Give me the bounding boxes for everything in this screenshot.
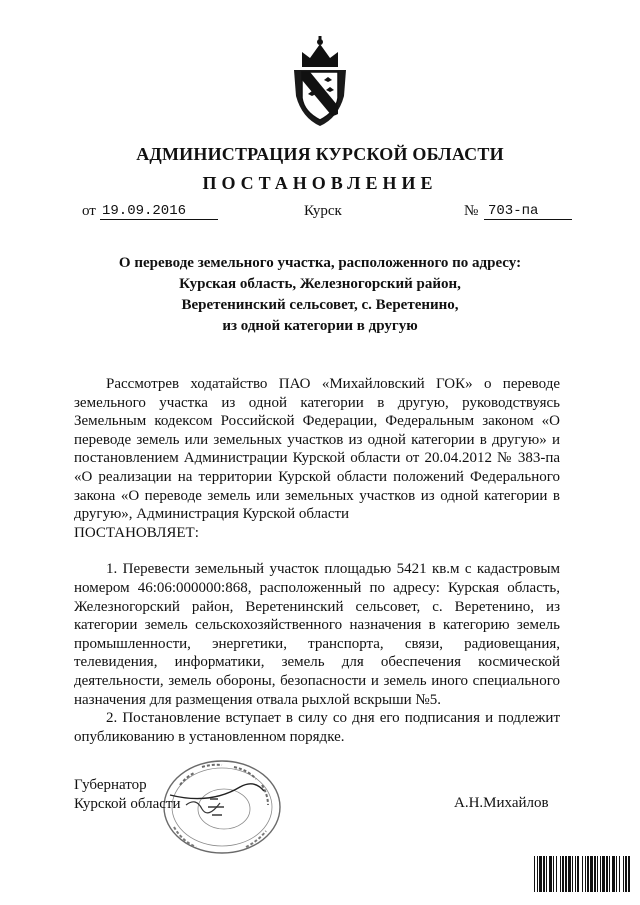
coat-of-arms-emblem	[288, 34, 352, 130]
subject-line: Курская область, Железногорский район,	[179, 276, 461, 292]
signature-block	[0, 776, 640, 836]
signatory-position: Губернатор Курской области	[74, 777, 181, 812]
date-label: от	[82, 203, 96, 219]
document-meta	[0, 203, 640, 225]
signatory-name: А.Н.Михайлов	[454, 795, 549, 811]
org-title: АДМИНИСТРАЦИЯ КУРСКОЙ ОБЛАСТИ	[136, 144, 504, 164]
item-2-paragraph: 2. Постановление вступает в силу со дня его подписания и подлежит опубликованию в установленном порядке.	[74, 710, 560, 745]
barcode	[533, 856, 631, 892]
resolves-word: ПОСТАНОВЛЯЕТ:	[74, 524, 199, 541]
subject-line: Веретенинский сельсовет, с. Веретенино,	[181, 297, 459, 313]
document-type: ПОСТАНОВЛЕНИЕ	[202, 173, 438, 193]
item-1-paragraph: 1. Перевести земельный участок площадью 5421 кв.м с кадастровым номером 46:06:000000:868, расположенный по адресу: Курская область, Железногорский район, Веретенинский сельсовет, с. Веретенино, из категории земель сельскохозяйственного назначения в категорию земель промышленности, энергетики, транспорта, связи, радиовещания, телевидения, информатики, земель для обеспечения космической деятельности, земель обороны, безопасности и земель иного специального назначения для размещения отвала рыхлой вскрыши №5.	[74, 561, 560, 708]
document-city: Курск	[304, 203, 342, 219]
document-date: 19.09.2016	[100, 203, 218, 220]
document-subject	[60, 253, 580, 337]
subject-line: О переводе земельного участка, расположенного по адресу:	[118, 255, 522, 271]
preamble-paragraph: Рассмотрев ходатайство ПАО «Михайловский ГОК» о переводе земельного участка из одной категории в другую, руководствуясь Земельным кодексом Российской Федерации, Федеральным законом «О переводе земель или земельных участков из одной категории в другую» и постановлением Администрации Курской области от 20.04.2012 № 383-па «О реализации на территории Курской области положений Федерального закона «О переводе земель или земельных участков из одной категории в другую», Администрация Курской области	[74, 376, 560, 523]
number-label: №	[464, 203, 479, 219]
subject-line: из одной категории в другую	[222, 318, 418, 334]
document-number: 703-па	[484, 203, 572, 220]
document-body	[74, 375, 560, 746]
